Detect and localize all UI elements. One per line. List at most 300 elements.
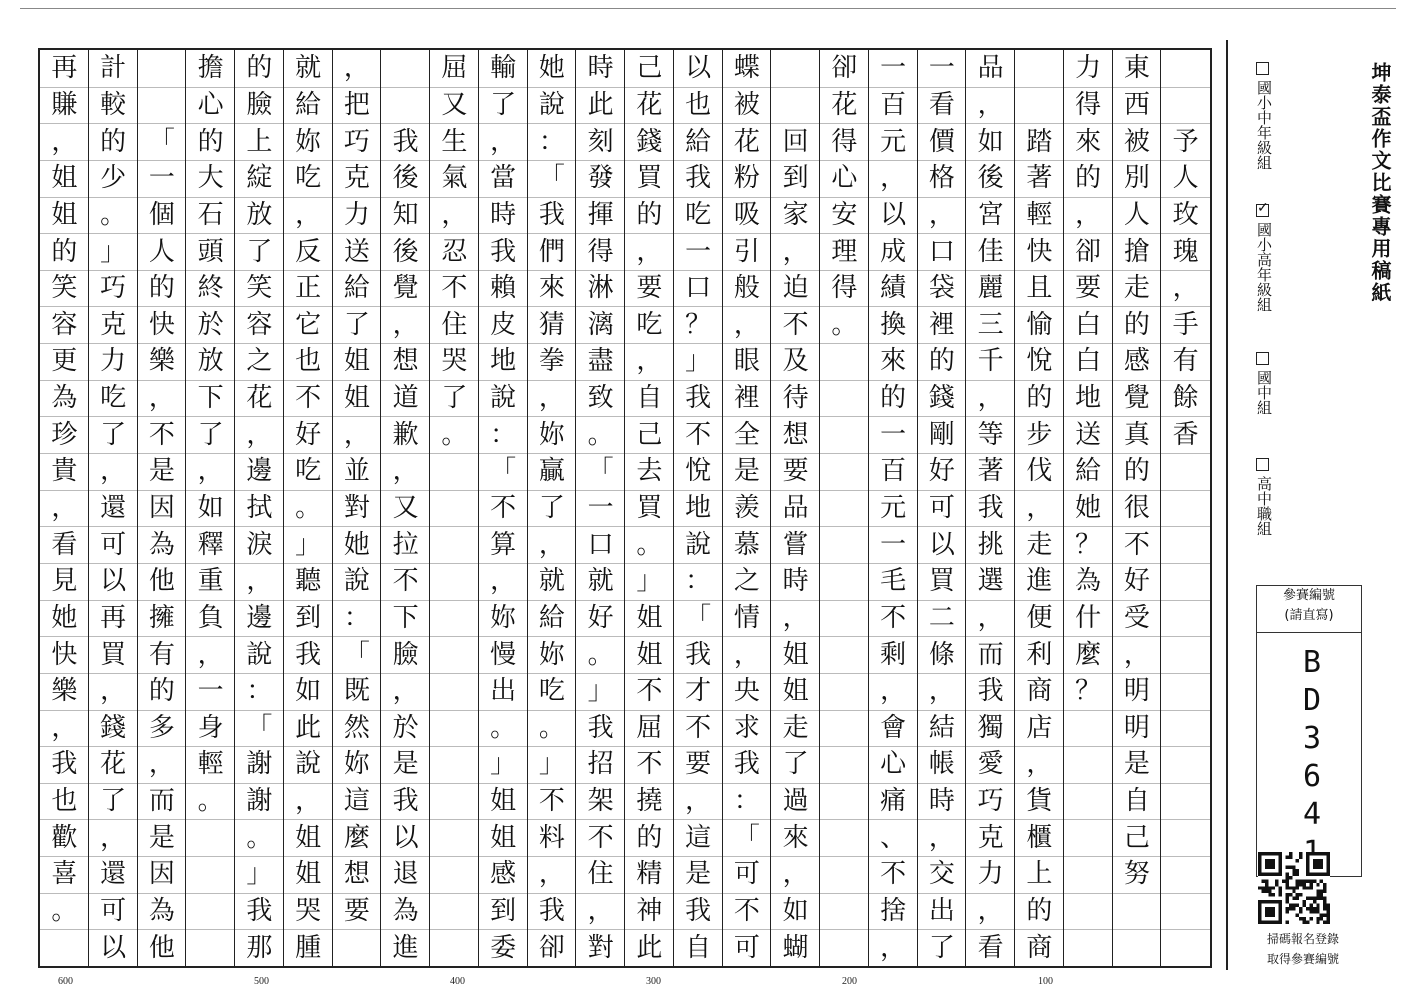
grid-character: 是 [148, 822, 175, 853]
grid-character: 我 [977, 492, 1004, 523]
grid-character: 一 [880, 419, 907, 450]
grid-character: 出 [490, 676, 517, 707]
grid-character: 對 [343, 492, 370, 523]
grid-character: 」 [685, 346, 712, 377]
grid-character: 「 [587, 456, 614, 487]
grid-character: 姐 [782, 639, 809, 670]
grid-character: 餘 [1172, 383, 1199, 414]
grid-character: ， [392, 309, 419, 340]
grid-character: 謝 [246, 749, 273, 780]
grid-character: 得 [587, 236, 614, 267]
grid-character: 利 [1026, 639, 1053, 670]
grid-character: 般 [733, 273, 760, 304]
grid-character: ， [977, 602, 1004, 633]
sidebar-divider [1226, 40, 1228, 970]
grid-character: 蝶 [733, 53, 760, 84]
grid-character: 瑰 [1172, 236, 1199, 267]
grid-character: 搶 [1123, 236, 1150, 267]
grade-label: 國小中年級組 [1255, 80, 1273, 170]
grid-character: 巧 [343, 126, 370, 157]
grid-character: 要 [1075, 273, 1102, 304]
grid-character: 姐 [636, 602, 663, 633]
grid-character: ， [1123, 639, 1150, 670]
grid-character: 委 [490, 932, 517, 963]
grid-character: 姐 [343, 346, 370, 377]
grid-character: 為 [1075, 566, 1102, 597]
grid-character: 就 [295, 53, 322, 84]
grid-character: 放 [246, 199, 273, 230]
ruler-mark: 300 [646, 976, 661, 987]
grid-character: 給 [685, 126, 712, 157]
grid-character: 感 [1123, 346, 1150, 377]
grid-character: 什 [1075, 602, 1102, 633]
qr-caption-number: 取得參賽編號 [1266, 952, 1339, 966]
grid-character: 眼 [733, 346, 760, 377]
grid-character: 我 [51, 749, 78, 780]
grid-character: 。 [490, 712, 517, 743]
grid-character: 的 [51, 236, 78, 267]
grid-character: 全 [733, 419, 760, 450]
grid-character: 姐 [51, 163, 78, 194]
grid-character: ： [246, 676, 273, 707]
grid-character: 後 [977, 163, 1004, 194]
grid-character: 的 [148, 273, 175, 304]
grid-character: 「 [685, 602, 712, 633]
grid-character: 要 [685, 749, 712, 780]
grid-character: 「 [148, 126, 175, 157]
grid-character: 央 [733, 676, 760, 707]
grid-character: 引 [733, 236, 760, 267]
grid-character: 她 [51, 602, 78, 633]
grid-character: 痛 [880, 786, 907, 817]
grid-column [966, 50, 1015, 966]
grid-character: ， [490, 566, 517, 597]
grid-character: 吸 [733, 199, 760, 230]
grid-character: 真 [1123, 419, 1150, 450]
grade-checkbox[interactable] [1256, 458, 1269, 471]
grid-character: 口 [587, 529, 614, 560]
grid-character: 重 [197, 566, 224, 597]
grid-character: 不 [636, 676, 663, 707]
entry-number-label: 參賽編號 [1282, 588, 1335, 603]
grid-character: 。 [100, 199, 127, 230]
grid-character: 櫃 [1026, 822, 1053, 853]
grid-character: 「 [538, 163, 565, 194]
grid-character: 挑 [977, 529, 1004, 560]
grid-character: ， [636, 346, 663, 377]
grid-character: 哭 [441, 346, 468, 377]
grid-character: 不 [1123, 529, 1150, 560]
grid-character: 時 [928, 786, 955, 817]
grid-character: 反 [295, 236, 322, 267]
grid-character: 可 [733, 932, 760, 963]
grid-character: 不 [880, 602, 907, 633]
grid-character: ， [538, 529, 565, 560]
grid-character: 可 [928, 492, 955, 523]
grid-character: ， [392, 456, 419, 487]
grid-character: 此 [636, 932, 663, 963]
grid-character: 捨 [880, 896, 907, 927]
grid-character: 吃 [295, 456, 322, 487]
grid-character: 我 [246, 896, 273, 927]
grid-character: 」 [295, 529, 322, 560]
grid-character: ， [148, 383, 175, 414]
grid-character: 我 [538, 896, 565, 927]
grid-character: 姐 [51, 199, 78, 230]
grid-character: 說 [343, 566, 370, 597]
grid-character: 氣 [441, 163, 468, 194]
grid-character: ， [246, 566, 273, 597]
grid-character: 卻 [1075, 236, 1102, 267]
grid-character: 安 [831, 199, 858, 230]
grid-character: 回 [782, 126, 809, 157]
grid-character: 百 [880, 456, 907, 487]
grid-character: ， [538, 383, 565, 414]
grid-character: 好 [1123, 566, 1150, 597]
grid-column [1113, 50, 1162, 966]
grid-character: 歉 [392, 419, 419, 450]
grid-character: ， [733, 309, 760, 340]
grid-character: 理 [831, 236, 858, 267]
grid-character: ， [685, 786, 712, 817]
grid-character: 對 [587, 932, 614, 963]
grid-character: 來 [538, 273, 565, 304]
grid-character: 不 [392, 566, 419, 597]
grid-character: 自 [1123, 786, 1150, 817]
grid-character: ， [977, 896, 1004, 927]
grid-character: 我 [490, 236, 517, 267]
grid-character: 妳 [295, 126, 322, 157]
grid-character: 笑 [51, 273, 78, 304]
grid-character: 。 [295, 492, 322, 523]
ruler-mark: 600 [58, 976, 73, 987]
grid-character: 力 [100, 346, 127, 377]
grid-character: 也 [685, 89, 712, 120]
grid-character: ， [587, 896, 614, 927]
check-mark-icon: ✓ [1257, 200, 1269, 216]
grid-character: 生 [441, 126, 468, 157]
grid-character: 說 [246, 639, 273, 670]
grid-character: 給 [343, 273, 370, 304]
grid-character: 被 [733, 89, 760, 120]
grid-column [1064, 50, 1113, 966]
grid-character: 我 [685, 639, 712, 670]
grid-character: 他 [148, 566, 175, 597]
grid-character: 的 [197, 126, 224, 157]
grid-character: 給 [295, 89, 322, 120]
grid-character: 明 [1123, 712, 1150, 743]
grid-character: ， [880, 676, 907, 707]
grid-character: 後 [392, 236, 419, 267]
grid-character: ， [928, 676, 955, 707]
grid-character: 走 [1026, 529, 1053, 560]
grid-character: 送 [343, 236, 370, 267]
grid-character: 她 [343, 529, 370, 560]
grid-character: 玫 [1172, 199, 1199, 230]
grid-character: 以 [100, 566, 127, 597]
grid-character: 多 [148, 712, 175, 743]
grid-character: 神 [636, 896, 663, 927]
grade-label: 國小高年級組 [1255, 222, 1273, 312]
grid-character: 的 [246, 53, 273, 84]
grid-character: 才 [685, 676, 712, 707]
entry-number-char: 6 [1302, 759, 1322, 794]
grid-character: 妳 [490, 602, 517, 633]
grid-character: 身 [197, 712, 224, 743]
grid-character: 一 [928, 53, 955, 84]
grid-character: 家 [782, 199, 809, 230]
grid-column [576, 50, 625, 966]
grid-character: 錢 [928, 383, 955, 414]
grid-character: ， [51, 712, 78, 743]
entry-number-box [1256, 585, 1362, 877]
grid-character: 口 [685, 273, 712, 304]
grid-character: 去 [636, 456, 663, 487]
grid-character: 看 [977, 932, 1004, 963]
grid-character: 輸 [490, 53, 517, 84]
grid-character: 到 [490, 896, 517, 927]
grid-character: 而 [977, 639, 1004, 670]
grid-character: ， [1075, 199, 1102, 230]
grid-character: 。 [51, 896, 78, 927]
grid-character: 績 [880, 273, 907, 304]
grid-character: 」 [490, 749, 517, 780]
grid-character: 們 [538, 236, 565, 267]
grid-character: 卻 [538, 932, 565, 963]
grid-character: 踏 [1026, 126, 1053, 157]
grid-character: 發 [587, 163, 614, 194]
grid-character: 著 [1026, 163, 1053, 194]
grid-character: 麼 [1075, 639, 1102, 670]
grid-character: ， [928, 199, 955, 230]
grid-character: 」 [587, 676, 614, 707]
grid-character: 了 [928, 932, 955, 963]
grid-character: 拉 [392, 529, 419, 560]
grid-character: 放 [197, 346, 224, 377]
registration-qr-code[interactable] [1258, 852, 1330, 924]
grid-character: 品 [782, 492, 809, 523]
grid-character: 來 [880, 346, 907, 377]
grid-character: 進 [392, 932, 419, 963]
grid-character: 克 [100, 309, 127, 340]
grid-character: 不 [538, 786, 565, 817]
entry-number-char: B [1302, 645, 1322, 680]
grid-character: 送 [1075, 419, 1102, 450]
grid-character: 我 [733, 749, 760, 780]
grid-character: 買 [636, 492, 663, 523]
grid-character: ， [977, 383, 1004, 414]
grid-character: 覺 [1123, 383, 1150, 414]
grid-character: ， [1026, 492, 1053, 523]
grid-character: 的 [1075, 163, 1102, 194]
grid-character: 正 [295, 273, 322, 304]
grid-character: 妳 [538, 639, 565, 670]
grid-character: 架 [587, 786, 614, 817]
grid-character: 三 [977, 309, 1004, 340]
grid-character: 給 [538, 602, 565, 633]
grid-character: 漓 [587, 309, 614, 340]
grid-character: 姐 [782, 676, 809, 707]
grid-character: 商 [1026, 676, 1053, 707]
grid-character: 又 [392, 492, 419, 523]
grid-character: 粉 [733, 163, 760, 194]
ruler-mark: 500 [254, 976, 269, 987]
grid-character: 。 [636, 529, 663, 560]
grid-character: 走 [1123, 273, 1150, 304]
grid-character: 袋 [928, 273, 955, 304]
grid-character: 計 [100, 53, 127, 84]
grid-character: 克 [343, 163, 370, 194]
grid-character: 換 [880, 309, 907, 340]
grid-character: 上 [246, 126, 273, 157]
grid-character: 臉 [246, 89, 273, 120]
ruler-mark: 400 [450, 976, 465, 987]
grid-character: 悅 [685, 456, 712, 487]
grid-character: 地 [490, 346, 517, 377]
grid-column [430, 50, 479, 966]
grid-character: 較 [100, 89, 127, 120]
grid-character: 要 [636, 273, 663, 304]
grid-character: 情 [733, 602, 760, 633]
grid-character: 我 [977, 676, 1004, 707]
grid-character: 姐 [295, 859, 322, 890]
grid-character: 而 [148, 786, 175, 817]
grid-character: 就 [587, 566, 614, 597]
grid-character: ， [782, 602, 809, 633]
grid-character: 到 [295, 602, 322, 633]
grid-character: 了 [441, 383, 468, 414]
grid-character: 了 [490, 89, 517, 120]
grid-character: 想 [392, 346, 419, 377]
grid-column [333, 50, 382, 966]
grid-character: 的 [880, 383, 907, 414]
grid-character: 千 [977, 346, 1004, 377]
grid-character: 麗 [977, 273, 1004, 304]
grid-character: 心 [880, 749, 907, 780]
ruler-mark: 200 [842, 976, 857, 987]
grid-character: 石 [197, 199, 224, 230]
grid-character: 想 [343, 859, 370, 890]
grid-character: 不 [685, 419, 712, 450]
grid-character: 姐 [490, 822, 517, 853]
grid-character: 要 [343, 896, 370, 927]
grid-character: 邊 [246, 602, 273, 633]
grid-character: 錢 [100, 712, 127, 743]
grid-character: 來 [1075, 126, 1102, 157]
grade-label: 國中組 [1255, 370, 1273, 415]
grid-character: 商 [1026, 932, 1053, 963]
grid-character: 釋 [197, 529, 224, 560]
grid-character: 麼 [343, 822, 370, 853]
grid-character: 花 [733, 126, 760, 157]
grid-character: 感 [490, 859, 517, 890]
grid-character: 花 [831, 89, 858, 120]
grade-checkbox[interactable] [1256, 352, 1269, 365]
grid-character: 人 [1123, 199, 1150, 230]
grid-character: 求 [733, 712, 760, 743]
grid-character: 進 [1026, 566, 1053, 597]
grid-character: ， [636, 236, 663, 267]
grid-character: 因 [148, 492, 175, 523]
grid-character: 料 [538, 822, 565, 853]
grid-character: 要 [782, 456, 809, 487]
grid-character: 這 [343, 786, 370, 817]
grid-character: 的 [1026, 896, 1053, 927]
grid-character: 樂 [148, 346, 175, 377]
grid-character: 力 [977, 859, 1004, 890]
grid-character: 被 [1123, 126, 1150, 157]
grid-character: 會 [880, 712, 907, 743]
grid-character: 貴 [51, 456, 78, 487]
grid-character: 一 [880, 53, 907, 84]
grid-character: 並 [343, 456, 370, 487]
grid-character: 西 [1123, 89, 1150, 120]
grid-character: 自 [636, 383, 663, 414]
grid-character: 不 [636, 749, 663, 780]
grid-character: 的 [100, 126, 127, 157]
entry-number-char: 3 [1302, 721, 1322, 756]
grid-character: 買 [636, 163, 663, 194]
grid-character: ？ [1075, 529, 1102, 560]
grid-column [89, 50, 138, 966]
grid-character: 一 [148, 163, 175, 194]
grid-character: 吃 [100, 383, 127, 414]
grid-column [235, 50, 284, 966]
grid-character: 。 [441, 419, 468, 450]
grid-character: 的 [148, 676, 175, 707]
grid-character: 姐 [343, 383, 370, 414]
grid-character: 的 [1026, 383, 1053, 414]
grade-checkbox[interactable] [1256, 62, 1269, 75]
grid-character: 如 [782, 896, 809, 927]
grid-character: 刻 [587, 126, 614, 157]
grid-character: 明 [1123, 676, 1150, 707]
grid-character: 算 [490, 529, 517, 560]
grid-character: 。 [587, 419, 614, 450]
grid-character: ？ [685, 309, 712, 340]
grid-character: ， [100, 676, 127, 707]
ruler-mark: 100 [1038, 976, 1053, 987]
grid-character: 是 [685, 859, 712, 890]
grid-character: 巧 [977, 786, 1004, 817]
grid-character: ， [880, 163, 907, 194]
grid-column [479, 50, 528, 966]
grid-character: 說 [490, 383, 517, 414]
grid-character: 為 [148, 529, 175, 560]
grid-character: 屈 [441, 53, 468, 84]
grid-character: 元 [880, 492, 907, 523]
grid-character: 且 [1026, 273, 1053, 304]
grid-character: 又 [441, 89, 468, 120]
entry-number-hint: (請直寫) [1284, 608, 1334, 623]
grid-character: ， [733, 639, 760, 670]
grid-character: 吃 [538, 676, 565, 707]
grid-character: 裡 [733, 383, 760, 414]
grid-character: ， [51, 126, 78, 157]
grid-character: 負 [197, 602, 224, 633]
grid-character: 淋 [587, 273, 614, 304]
grid-character: 」 [636, 566, 663, 597]
entry-number-char: D [1302, 683, 1322, 718]
grid-column [723, 50, 772, 966]
grid-character: 以 [100, 932, 127, 963]
grid-character: 等 [977, 419, 1004, 450]
grid-character: 喜 [51, 859, 78, 890]
grid-character: 吃 [685, 199, 712, 230]
grid-character: 、 [880, 822, 907, 853]
grid-character: 努 [1123, 859, 1150, 890]
grid-character: 格 [928, 163, 955, 194]
